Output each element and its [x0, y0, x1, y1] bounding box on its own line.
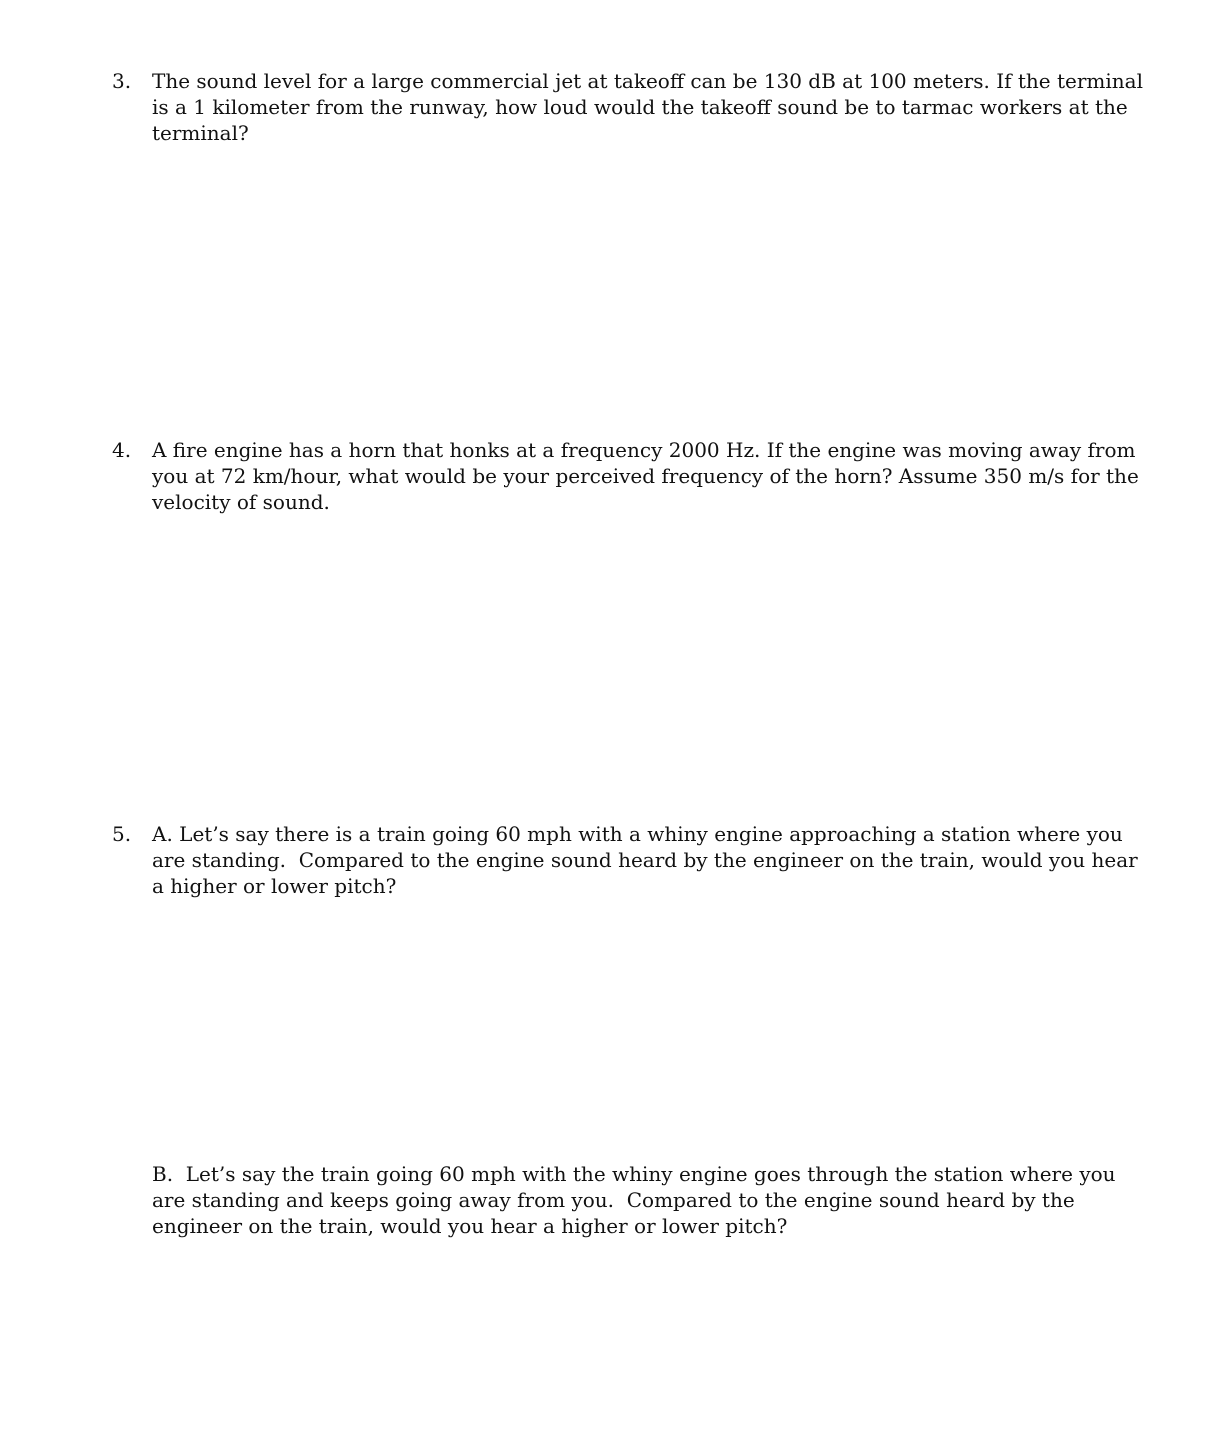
question-4	[112, 437, 1152, 515]
question-3	[112, 68, 1152, 146]
question-5a	[112, 821, 1152, 899]
question-5b	[112, 1161, 1152, 1239]
question-text: The sound level for a large commercial jet at takeoff can be 130 dB at 100 meters. If the terminal is a 1 kilometer from the runway, how loud would the takeoff sound be to tarmac workers at the terminal?	[152, 69, 1150, 145]
question-number: 4.	[112, 438, 132, 462]
question-text: B. Let’s say the train going 60 mph with the whiny engine goes through the station where you are standing and keeps going away from you. Compared to the engine sound heard by the engineer on the train, would you hear a higher or lower pitch?	[152, 1162, 1122, 1238]
question-number: 3.	[112, 69, 132, 93]
question-text: A. Let’s say there is a train going 60 mph with a whiny engine approaching a station where you are standing. Compared to the engine sound heard by the engineer on the train, would you hear a higher or lower pitch?	[152, 822, 1145, 898]
question-text: A fire engine has a horn that honks at a frequency 2000 Hz. If the engine was moving away from you at 72 km/hour, what would be your perceived frequency of the horn? Assume 350 m/s for the velocity of sound.	[152, 438, 1146, 514]
question-number: 5.	[112, 822, 132, 846]
